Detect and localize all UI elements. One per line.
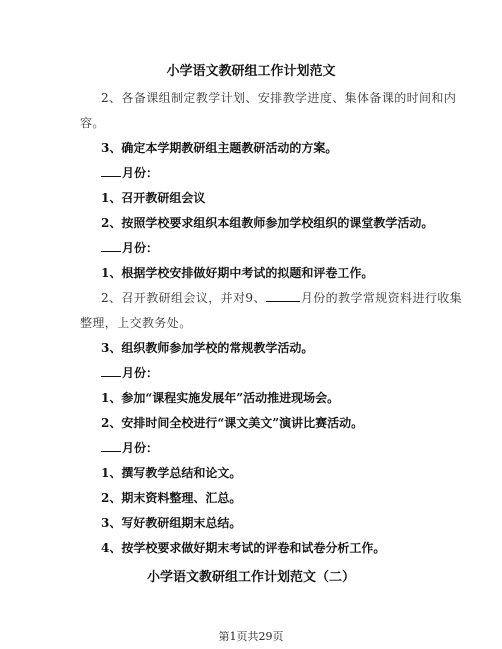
paragraph-line: 容。 xyxy=(80,116,105,130)
paragraph-line: 4、按学校要求做好期末考试的评卷和试卷分析工作。 xyxy=(101,541,386,555)
blank-underline xyxy=(266,290,300,302)
month-heading: 月份： xyxy=(101,240,158,256)
blank-underline xyxy=(101,365,121,377)
paragraph-line: 1、根据学校安排做好期中考试的拟题和评卷工作。 xyxy=(101,266,374,280)
blank-underline xyxy=(101,440,121,452)
paragraph-line: 2、安排时间全校进行“课文美文”演讲比赛活动。 xyxy=(101,416,364,430)
month-heading: 月份： xyxy=(101,365,158,381)
paragraph-line: 3、组织教师参加学校的常规教学活动。 xyxy=(101,341,314,355)
paragraph-line: 2、按照学校要求组织本组教师参加学校组织的课堂教学活动。 xyxy=(101,216,434,230)
paragraph-line: 1、撰写教学总结和论文。 xyxy=(101,466,242,480)
paragraph-line: 3、确定本学期教研组主题教研活动的方案。 xyxy=(101,141,338,155)
blank-underline xyxy=(101,165,121,177)
paragraph-line: 3、写好教研组期末总结。 xyxy=(101,516,242,530)
month-heading: 月份： xyxy=(101,440,158,456)
paragraph-line: 1、召开教研组会议 xyxy=(101,191,206,205)
blank-underline xyxy=(101,240,121,252)
month-heading: 月份： xyxy=(101,165,158,181)
paragraph-line: 2、召开教研组会议，并对9、 月份的教学常规资料进行收集 xyxy=(101,291,463,305)
page-footer: 第1页共29页 xyxy=(218,630,284,643)
document-title: 小学语文教研组工作计划范文 xyxy=(166,64,336,79)
paragraph-line: 2、各备课组制定教学计划、安排教学进度、集体备课的时间和内 xyxy=(101,91,457,105)
paragraph-line: 整理，上交教务处。 xyxy=(80,316,192,330)
section-subtitle: 小学语文教研组工作计划范文（二） xyxy=(146,570,355,585)
paragraph-line: 2、期末资料整理、汇总。 xyxy=(101,491,242,505)
paragraph-line: 1、参加“课程实施发展年”活动推进现场会。 xyxy=(101,391,340,405)
